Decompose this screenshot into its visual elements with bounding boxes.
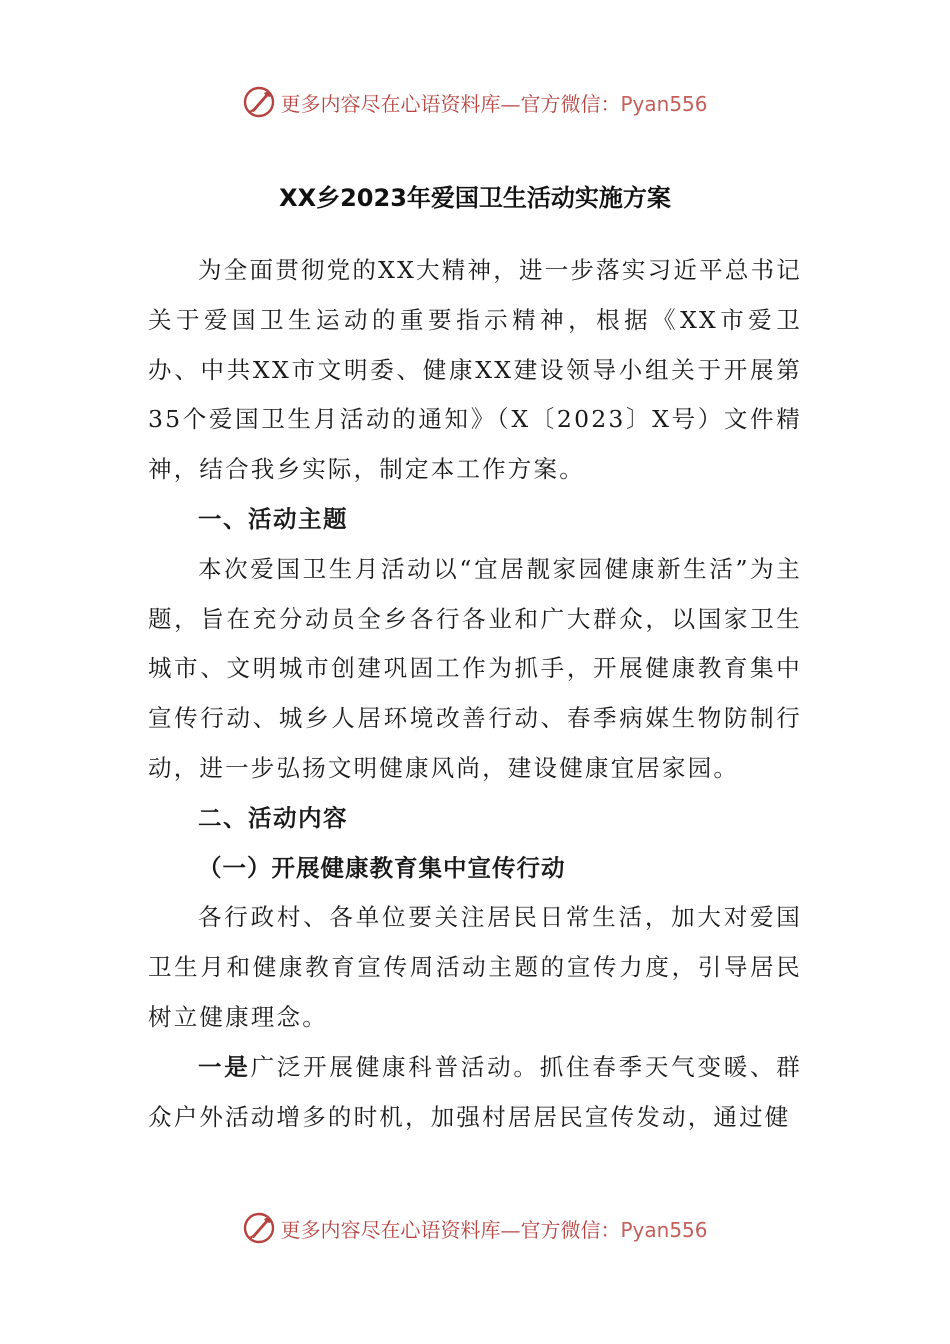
section-heading-theme: 一、活动主题	[198, 504, 348, 533]
quill-logo-icon	[242, 1211, 276, 1245]
watermark-footer	[0, 1208, 950, 1248]
watermark-wechat-id: Pyan556	[620, 91, 708, 116]
document-body	[148, 246, 802, 1142]
watermark-text: 更多内容尽在心语资料库—官方微信：Pyan556	[280, 1217, 708, 1242]
point-one-paragraph	[148, 1043, 802, 1143]
watermark-wechat-id: Pyan556	[620, 1217, 708, 1242]
point-one-body: 广泛开展健康科普活动。抓住春季天气变暖、群众户外活动增多的时机，加强村居居民宣传发动，通过健	[148, 1052, 802, 1131]
point-one-lead: 一是	[198, 1052, 251, 1081]
intro-paragraph: 为全面贯彻党的XX大精神，进一步落实习近平总书记关于爱国卫生运动的重要指示精神，根据《XX市爱卫办、中共XX市文明委、健康XX建设领导小组关于开展第35个爱国卫生月活动的通知》（X〔2023〕X号）文件精神，结合我乡实际，制定本工作方案。	[148, 256, 802, 484]
quill-logo-icon	[242, 85, 276, 119]
subsection-health-education-paragraph: 各行政村、各单位要关注居民日常生活，加大对爱国卫生月和健康教育宣传周活动主题的宣传力度，引导居民树立健康理念。	[148, 903, 802, 1031]
document-title: XX乡2023年爱国卫生活动实施方案	[279, 184, 671, 212]
section-heading-content: 二、活动内容	[198, 803, 348, 832]
watermark-header	[0, 82, 950, 122]
section-theme-paragraph: 本次爱国卫生月活动以“宜居靓家园健康新生活”为主题，旨在充分动员全乡各行各业和广大群众，以国家卫生城市、文明城市创建巩固工作为抓手，开展健康教育集中宣传行动、城乡人居环境改善行动、春季病媒生物防制行动，进一步弘扬文明健康风尚，建设健康宜居家园。	[148, 554, 802, 782]
subsection-heading-health-education: （一）开展健康教育集中宣传行动	[198, 853, 566, 882]
watermark-text: 更多内容尽在心语资料库—官方微信：Pyan556	[280, 91, 708, 116]
